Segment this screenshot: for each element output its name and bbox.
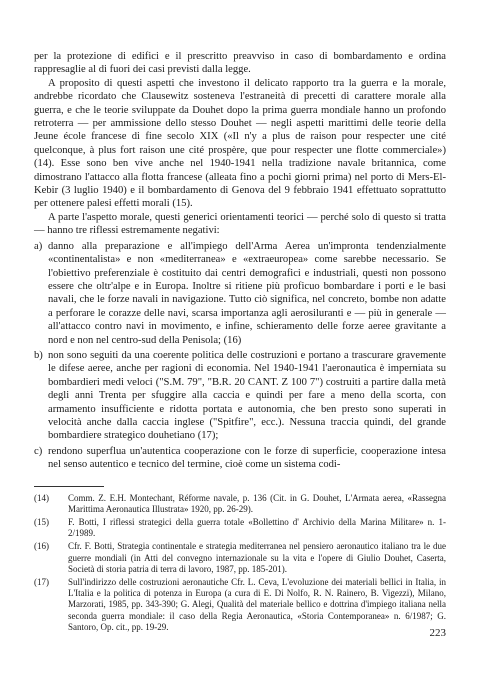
footnote-text: F. Botti, I riflessi strategici della guerra totale «Bollettino d' Archivio della Marina Militare» n. 1-2/1989. bbox=[68, 517, 446, 539]
footnote-15 bbox=[34, 517, 446, 539]
paragraph-1: per la protezione di edifici e il prescritto preavviso in caso di bombardamento e ordina rappresaglie al di fuori dei casi previsti dalla legge. bbox=[34, 51, 446, 76]
footnote-number: (17) bbox=[34, 577, 49, 588]
footnote-text: Sull'indirizzo delle costruzioni aeronautiche Cfr. L. Ceva, L'evoluzione dei materiali bellici in Italia, in L'Italia e la politica di potenza in Europa (a cura di E. Di Nolfo, R. N. Rainero, B. Vigezzi), Milano, Marzorati, 1985, pp. 343-390; G. Alegi, Qualità del materiale bellico e dottrina d'impiego italiana nella seconda guerra mondiale: il caso della Regia Aeronautica, «Storia Contemporanea» n. 6/1987; G. Santoro, Op. cit., pp. 19-29. bbox=[68, 577, 446, 632]
list-text-a: danno alla preparazione e all'impiego dell'Arma Aerea un'impronta tendenzialmente «continentalista» e non «mediterranea» e «extraeuropea» come sarebbe necessario. Se l'obiettivo preferenziale è costituito dai centri demografici e industriali, questi non possono essere che oltr'alpe e in Europa. Inoltre si ritiene più proficuo bombardare i porti e le basi navali, che le forze navali in navigazione. Tutto ciò significa, nel concreto, bombe non adatte a perforare le corazze delle navi, scarsa importanza agli aerosiluranti e — più in generale — all'attacco contro navi in movimento, e infine, schieramento delle forze aeree gravitante a nord e non nel centro-sud della Penisola; (16) bbox=[48, 240, 446, 346]
list-item-b bbox=[34, 349, 446, 443]
footnote-number: (16) bbox=[34, 541, 49, 552]
footnote-text: Cfr. F. Botti, Strategia continentale e strategia mediterranea nel pensiero aeronautico italiano tra le due guerre mondiali (in Atti del convegno internazionale su la vita e l'opere di Giulio Douhet, Caserta, Società di storia patria di terra di lavoro, 1987, pp. 185-201). bbox=[68, 541, 446, 574]
paragraph-3: A parte l'aspetto morale, questi generici orientamenti teorici — perché solo di questo si tratta — hanno tre riflessi estremamente negativi: bbox=[34, 211, 446, 237]
footnotes bbox=[34, 493, 446, 633]
footnote-17 bbox=[34, 577, 446, 633]
list-item-a bbox=[34, 240, 446, 347]
list-marker-a: a) bbox=[34, 240, 43, 252]
list-item-c bbox=[34, 445, 446, 472]
footnote-number: (14) bbox=[34, 492, 49, 503]
negative-effects-list bbox=[34, 240, 446, 472]
footnote-text: Comm. Z. E.H. Montechant, Réforme navale, p. 136 (Cit. in G. Douhet, L'Armata aerea, «Rassegna Marittima Aeronautica Illustrata» 1920, pp. 26-29). bbox=[68, 492, 446, 514]
page-number: 223 bbox=[429, 627, 446, 639]
list-text-c: rendono superflua un'autentica cooperazione con le forze di superficie, cooperazione intesa nel senso autentico e tecnico del termine, cioè come un sistema codi- bbox=[48, 445, 446, 471]
footnote-14 bbox=[34, 493, 446, 515]
footnote-number: (15) bbox=[34, 517, 49, 527]
page-content bbox=[34, 50, 446, 635]
list-marker-b: b) bbox=[34, 349, 43, 361]
footnote-separator bbox=[34, 486, 104, 487]
paragraph-2: A proposito di questi aspetti che investono il delicato rapporto tra la guerra e la morale, andrebbe ricordato che Clausewitz sosteneva l'estraneità di precetti di carattere morale alla guerra, e che le teorie sviluppate da Douhet dopo la prima guerra mondiale hanno un profondo retroterra — per ammissione dello stesso Douhet — negli aspetti marittimi delle teorie della Jeune école francese di fine secolo XIX («Il n'y a plus de raison pour respecter une cité quelconque, à plus fort raison une cité prospère, que pour respecter une flotte commerciale») (14). Esse sono ben vive anche nel 1940-1941 nella tradizione navale britannica, come dimostrano l'attacco alla flotta francese (alleata fino a pochi giorni prima) nel porto di Mers-El-Kebir (3 luglio 1940) e il bombardamento di Genova del 9 febbraio 1941 effettuato soprattutto per ottenere palesi effetti morali (15). bbox=[34, 77, 446, 210]
footnote-16 bbox=[34, 541, 446, 575]
body-text bbox=[34, 50, 446, 472]
list-marker-c: c) bbox=[34, 445, 43, 457]
list-text-b: non sono seguiti da una coerente politica delle costruzioni e portano a trascurare gravemente le difese aeree, anche per ragioni di economia. Nel 1940-1941 l'aeronautica è imperniata su bombardieri medi veloci ("S.M. 79", "B.R. 20 CANT. Z 100 7") costruiti a partire dalla metà degli anni Trenta per sfuggire alla caccia e quindi per fare a meno della scorta, con armamento insufficiente e ridotta portata e autonomia, che ben presto sono superati in velocità anche dalla caccia inglese ("Spitfire", ecc.). Nessuna traccia quindi, del grande bombardiere strategico douhetiano (17); bbox=[48, 349, 446, 442]
